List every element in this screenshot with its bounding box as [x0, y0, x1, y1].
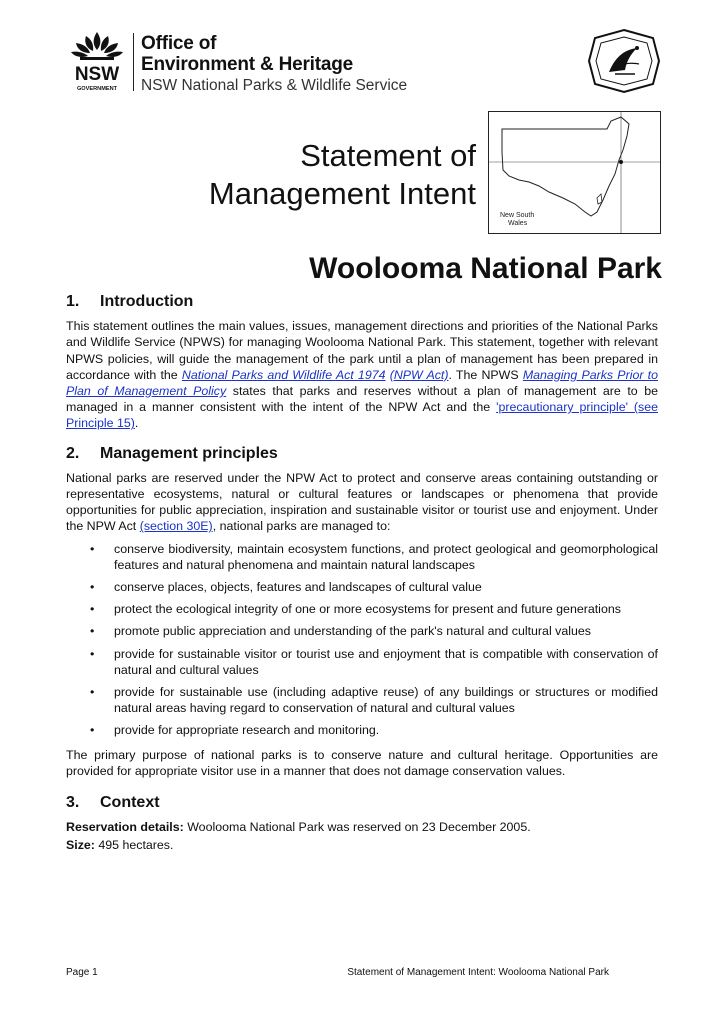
list-item: • provide for sustainable use (including adaptive reuse) of any buildings or structures or modified natural areas having regard to conservation of natural and cultural values: [66, 684, 658, 716]
text-span: . The NPWS: [448, 367, 523, 382]
map-label-line-1: New South: [500, 212, 535, 219]
link-section-30e[interactable]: (section 30E): [139, 519, 213, 534]
principles-paragraph: [66, 470, 658, 535]
section-title: Introduction: [100, 293, 194, 310]
reservation-label: Reservation details:: [66, 820, 184, 835]
text-span: National parks are reserved under the NPW Act to protect and conserve areas containing outstanding or representative ecosystems, natural or cultural features or landscapes or phenomena that provide opportunities for public appreciation, inspiration and sustainable visitor or tourist use and enjoyment. Under the NPW Act: [66, 470, 658, 534]
title-line-1: Statement of: [300, 138, 476, 173]
reservation-text: Woolooma National Park was reserved on 23 December 2005.: [183, 820, 531, 835]
section-number: 1.: [66, 293, 80, 310]
link-npw-act[interactable]: National Parks and Wildlife Act 1974: [181, 367, 386, 382]
section-heading-context: [66, 795, 658, 811]
principles-list: [66, 541, 658, 739]
text-span: .: [134, 416, 139, 431]
map-label: [500, 212, 534, 228]
section-heading-management-principles: [66, 446, 658, 462]
document-body: [66, 291, 658, 856]
park-name: Woolooma National Park: [309, 252, 662, 285]
list-item: • conserve places, objects, features and landscapes of cultural value: [66, 579, 658, 595]
reservation-details: [66, 819, 658, 835]
logo-text: NSW: [74, 64, 120, 85]
text-span: states that parks and reserves without a plan of management are to be managed in a manner consistent with the intent of the NPW Act and the: [66, 384, 658, 415]
size-text: 495 hectares.: [94, 838, 174, 853]
section-number: 3.: [66, 794, 80, 812]
npws-seal-logo: [585, 28, 663, 94]
text-span: This statement outlines the main values, issues, management directions and priorities of the National Parks and Wildlife Service (NPWS) for managing Woolooma National Park. This statement, together with relevant NPWS policies, will guide the management of the park until a plan of management has been prepared in accordance with the: [66, 319, 658, 382]
document-title: [209, 137, 476, 213]
footer-document-title: Statement of Management Intent: Woolooma National Park: [347, 967, 609, 978]
office-line-2: Environment & Heritage: [141, 54, 354, 75]
link-precautionary-principle[interactable]: 'precautionary principle' (see Principle 15): [66, 400, 658, 431]
list-item: • provide for sustainable visitor or tourist use and enjoyment that is compatible with conservation of natural and cultural values: [66, 646, 658, 678]
list-item: • provide for appropriate research and monitoring.: [66, 722, 658, 738]
map-label-line-2: Wales: [508, 220, 528, 227]
park-size: [66, 837, 658, 853]
list-item: • conserve biodiversity, maintain ecosystem functions, and protect geological and geomorphological features and natural phenomena and maintain natural landscapes: [66, 541, 658, 573]
list-item: • protect the ecological integrity of one or more ecosystems for present and future generations: [66, 601, 658, 617]
office-line-3: NSW National Parks & Wildlife Service: [141, 77, 408, 94]
primary-purpose-paragraph: The primary purpose of national parks is to conserve nature and cultural heritage. Opportunities are provided for appropriate visitor use in a manner that does not damage conservation values.: [66, 747, 658, 778]
section-title: Management principles: [100, 444, 278, 462]
link-managing-parks-policy[interactable]: Managing Parks Prior to Plan of Management Policy: [66, 367, 658, 399]
size-label: Size:: [66, 838, 95, 853]
logo-divider: [133, 33, 134, 91]
title-line-2: Management Intent: [208, 176, 476, 211]
list-item: • promote public appreciation and understanding of the park's natural and cultural values: [66, 623, 658, 639]
footer-page-number: Page 1: [66, 967, 98, 978]
link-npw-act-abbrev[interactable]: (NPW Act): [389, 367, 449, 382]
intro-paragraph: [66, 318, 658, 431]
section-title: Context: [100, 794, 160, 812]
section-number: 2.: [66, 444, 80, 462]
office-line-1: Office of: [141, 33, 217, 54]
section-heading-introduction: [66, 294, 658, 310]
logo-subtext: GOVERNMENT: [76, 86, 118, 92]
nsw-government-logo: [66, 30, 128, 94]
text-span: , national parks are managed to:: [212, 519, 391, 534]
location-map: [488, 111, 661, 234]
office-title: [141, 34, 407, 94]
